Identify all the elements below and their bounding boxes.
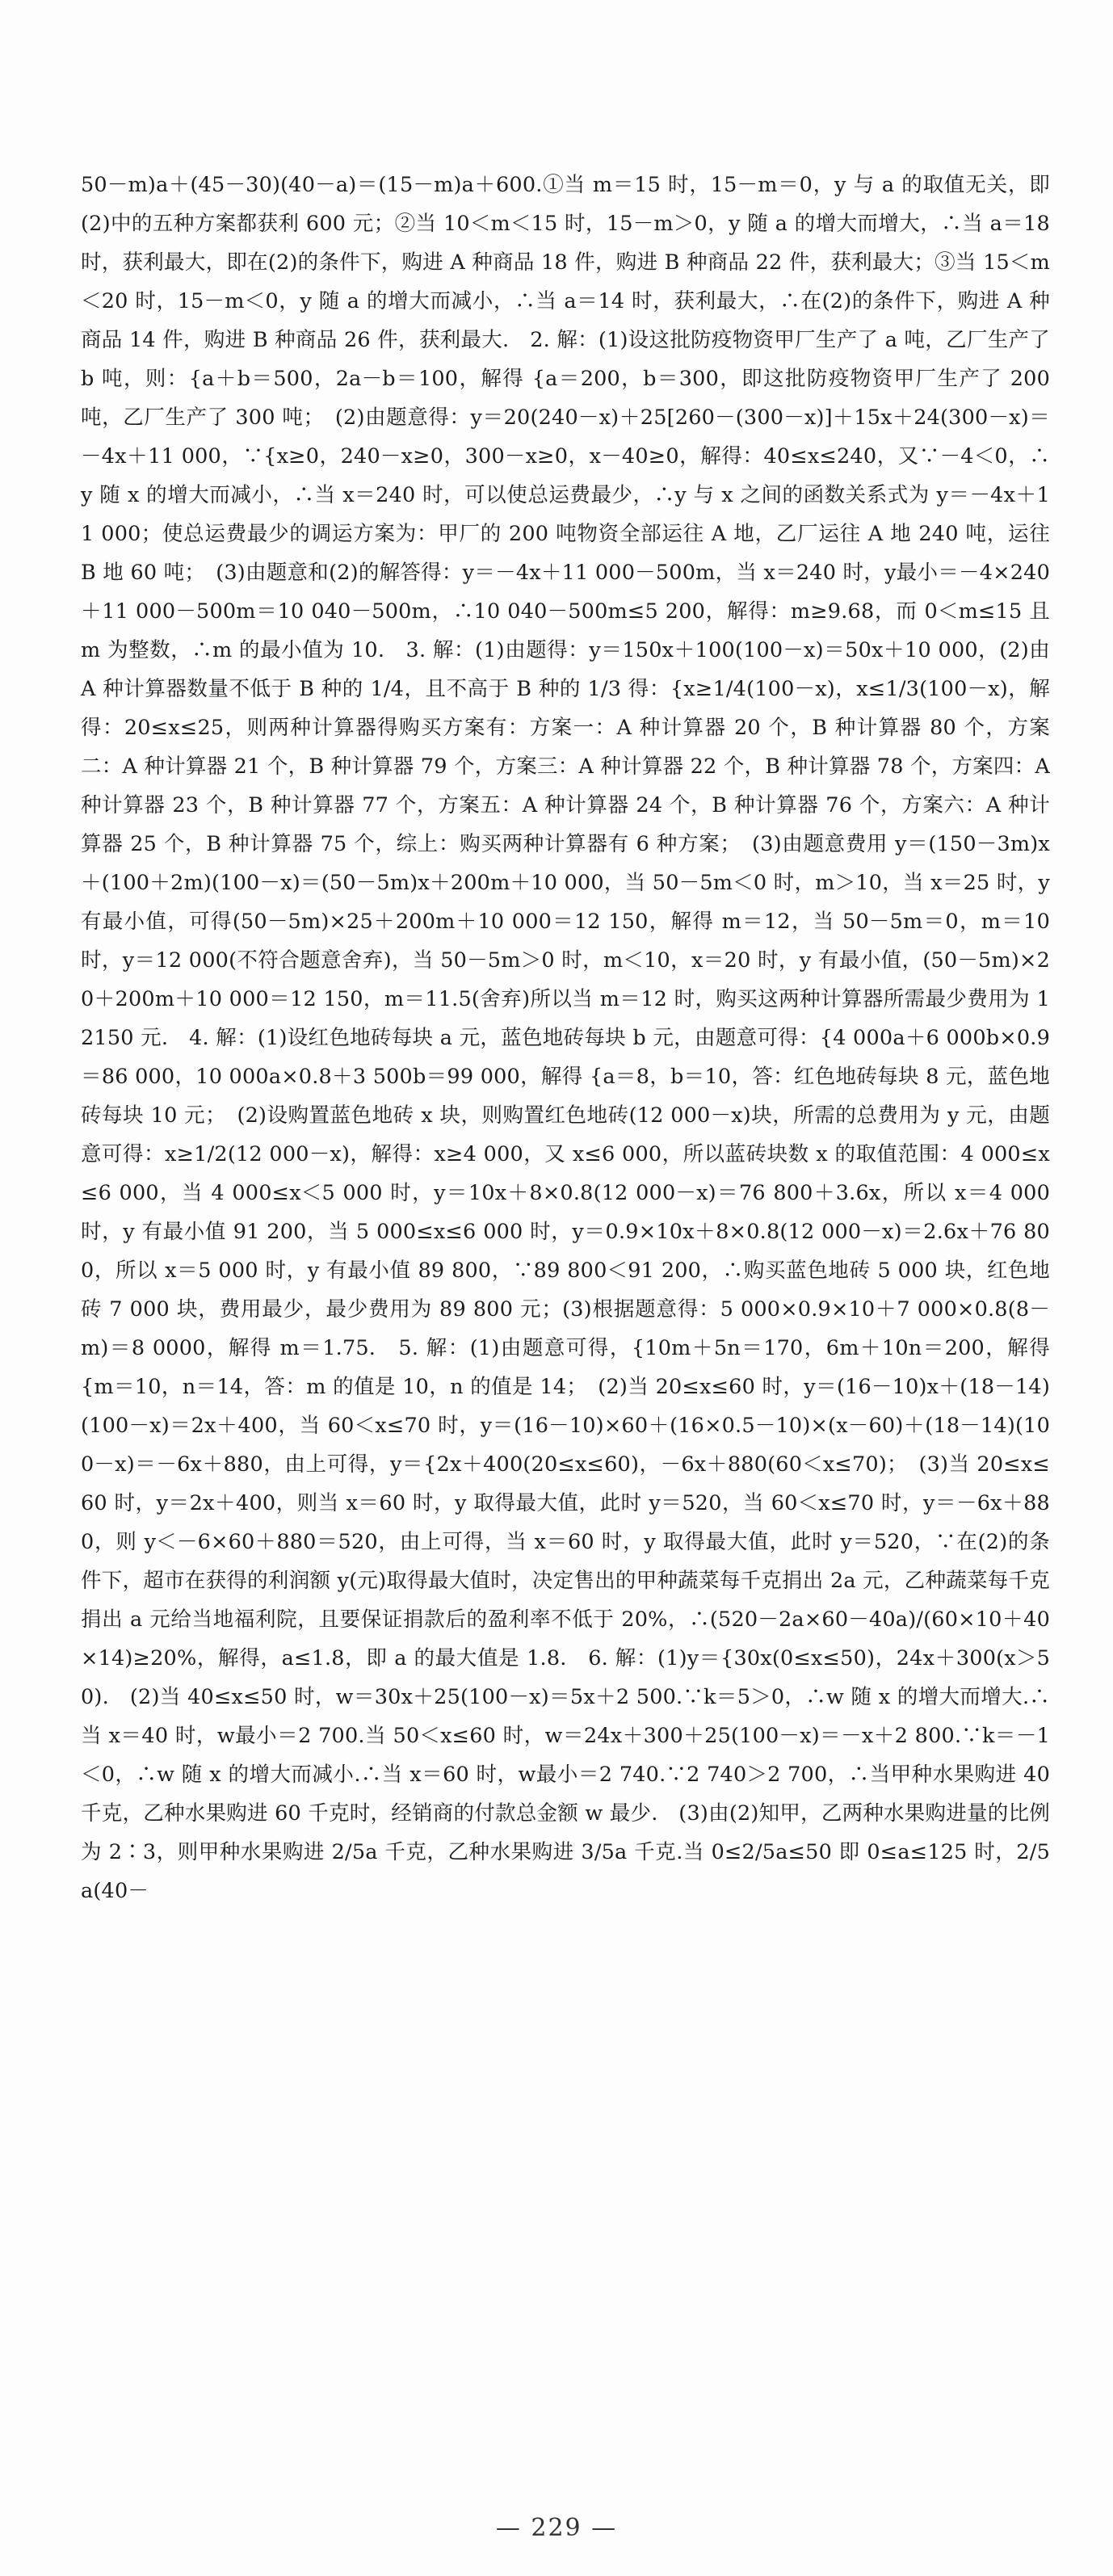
answer-paragraph: 50－m)a＋(45－30)(40－a)＝(15－m)a＋600.①当 m＝15 时，15－m＝0，y 与 a 的取值无关，即(2)中的五种方案都获利 600 元；②当 10＜m＜15 时，15－m＞0，y 随 a 的增大而增大，∴当 a＝18 时，获利最大，即在(2)的条件下，购进 A 种商品 18 件，购进 B 种商品 22 件，获利最大；③当 15＜m＜20 时，15－m＜0，y 随 a 的增大而减小，∴当 a＝14 时，获利最大，∴在(2)的条件下，购进 A 种商品 14 件，购进 B 种商品 26 件，获利最大. 2. 解：(1)设这批防疫物资甲厂生产了 a 吨，乙厂生产了 b 吨，则：{a＋b＝500，2a－b＝100，解得 {a＝200，b＝300，即这批防疫物资甲厂生产了 200 吨，乙厂生产了 300 吨； (2)由题意得：y＝20(240－x)＋25[260－(300－x)]＋15x＋24(300－x)＝－4x＋11 000，∵{x≥0，240－x≥0，300－x≥0，x－40≥0，解得：40≤x≤240，又∵－4＜0，∴y 随 x 的增大而减小，∴当 x＝240 时，可以使总运费最少，∴y 与 x 之间的函数关系式为 y＝－4x＋11 000；使总运费最少的调运方案为：甲厂的 200 吨物资全部运往 A 地，乙厂运往 A 地 240 吨，运往 B 地 60 吨； (3)由题意和(2)的解答得：y＝－4x＋11 000－500m，当 x＝240 时，y最小＝－4×240＋11 000－500m＝10 040－500m，∴10 040－500m≤5 200，解得：m≥9.68，而 0＜m≤15 且 m 为整数，∴m 的最小值为 10. 3. 解：(1)由题得：y＝150x＋100(100－x)＝50x＋10 000，(2)由 A 种计算器数量不低于 B 种的 1/4，且不高于 B 种的 1/3 得：{x≥1/4(100－x)，x≤1/3(100－x)，解得：20≤x≤25，则两种计算器得购买方案有：方案一：A 种计算器 20 个，B 种计算器 80 个，方案二：A 种计算器 21 个，B 种计算器 79 个，方案三：A 种计算器 22 个，B 种计算器 78 个，方案四：A 种计算器 23 个，B 种计算器 77 个，方案五：A 种计算器 24 个，B 种计算器 76 个，方案六：A 种计算器 25 个，B 种计算器 75 个，综上：购买两种计算器有 6 种方案； (3)由题意费用 y＝(150－3m)x＋(100＋2m)(100－x)＝(50－5m)x＋200m＋10 000，当 50－5m＜0 时，m＞10，当 x＝25 时，y 有最小值，可得(50－5m)×25＋200m＋10 000＝12 150，解得 m＝12，当 50－5m＝0，m＝10 时，y＝12 000(不符合题意舍弃)，当 50－5m＞0 时，m＜10，x＝20 时，y 有最小值，(50－5m)×20＋200m＋10 000＝12 150，m＝11.5(舍弃)所以当 m＝12 时，购买这两种计算器所需最少费用为 12150 元. 4. 解：(1)设红色地砖每块 a 元，蓝色地砖每块 b 元，由题意可得：{4 000a＋6 000b×0.9＝86 000，10 000a×0.8＋3 500b＝99 000，解得 {a＝8，b＝10，答：红色地砖每块 8 元，蓝色地砖每块 10 元； (2)设购置蓝色地砖 x 块，则购置红色地砖(12 000－x)块，所需的总费用为 y 元，由题意可得：x≥1/2(12 000－x)，解得：x≥4 000，又 x≤6 000，所以蓝砖块数 x 的取值范围：4 000≤x≤6 000，当 4 000≤x＜5 000 时，y＝10x＋8×0.8(12 000－x)＝76 800＋3.6x，所以 x＝4 000 时，y 有最小值 91 200，当 5 000≤x≤6 000 时，y＝0.9×10x＋8×0.8(12 000－x)＝2.6x＋76 800，所以 x＝5 000 时，y 有最小值 89 800，∵89 800＜91 200，∴购买蓝色地砖 5 000 块，红色地砖 7 000 块，费用最少，最少费用为 89 800 元；(3)根据题意得：5 000×0.9×10＋7 000×0.8(8－m)＝8 0000，解得 m＝1.75. 5. 解：(1)由题意可得，{10m＋5n＝170，6m＋10n＝200，解得 {m＝10，n＝14，答：m 的值是 10，n 的值是 14； (2)当 20≤x≤60 时，y＝(16－10)x＋(18－14)(100－x)＝2x＋400，当 60＜x≤70 时，y＝(16－10)×60＋(16×0.5－10)×(x－60)＋(18－14)(100－x)＝－6x＋880，由上可得，y＝{2x＋400(20≤x≤60)，－6x＋880(60＜x≤70)； (3)当 20≤x≤60 时，y＝2x＋400，则当 x＝60 时，y 取得最大值，此时 y＝520，当 60＜x≤70 时，y＝－6x＋880，则 y＜－6×60＋880＝520，由上可得，当 x＝60 时，y 取得最大值，此时 y＝520，∵在(2)的条件下，超市在获得的利润额 y(元)取得最大值时，决定售出的甲种蔬菜每千克捐出 2a 元，乙种蔬菜每千克捐出 a 元给当地福利院，且要保证捐款后的盈利率不低于 20%，∴(520－2a×60－40a)/(60×10＋40×14)≥20%，解得，a≤1.8，即 a 的最大值是 1.8. 6. 解：(1)y＝{30x(0≤x≤50)，24x＋300(x＞50). (2)当 40≤x≤50 时，w＝30x＋25(100－x)＝5x＋2 500.∵k＝5＞0，∴w 随 x 的增大而增大.∴当 x＝40 时，w最小＝2 700.当 50＜x≤60 时，w＝24x＋300＋25(100－x)＝－x＋2 800.∵k＝－1＜0，∴w 随 x 的增大而减小.∴当 x＝60 时，w最小＝2 740.∵2 740＞2 700，∴当甲种水果购进 40 千克，乙种水果购进 60 千克时，经销商的付款总金额 w 最少. (3)由(2)知甲，乙两种水果购进量的比例为 2∶3，则甲种水果购进 2/5a 千克，乙种水果购进 3/5a 千克.当 0≤2/5a≤50 即 0≤a≤125 时，2/5a(40－: [81, 173, 1050, 1903]
answer-text-block: [81, 166, 1050, 1910]
page-number: — 229 —: [495, 2514, 618, 2542]
